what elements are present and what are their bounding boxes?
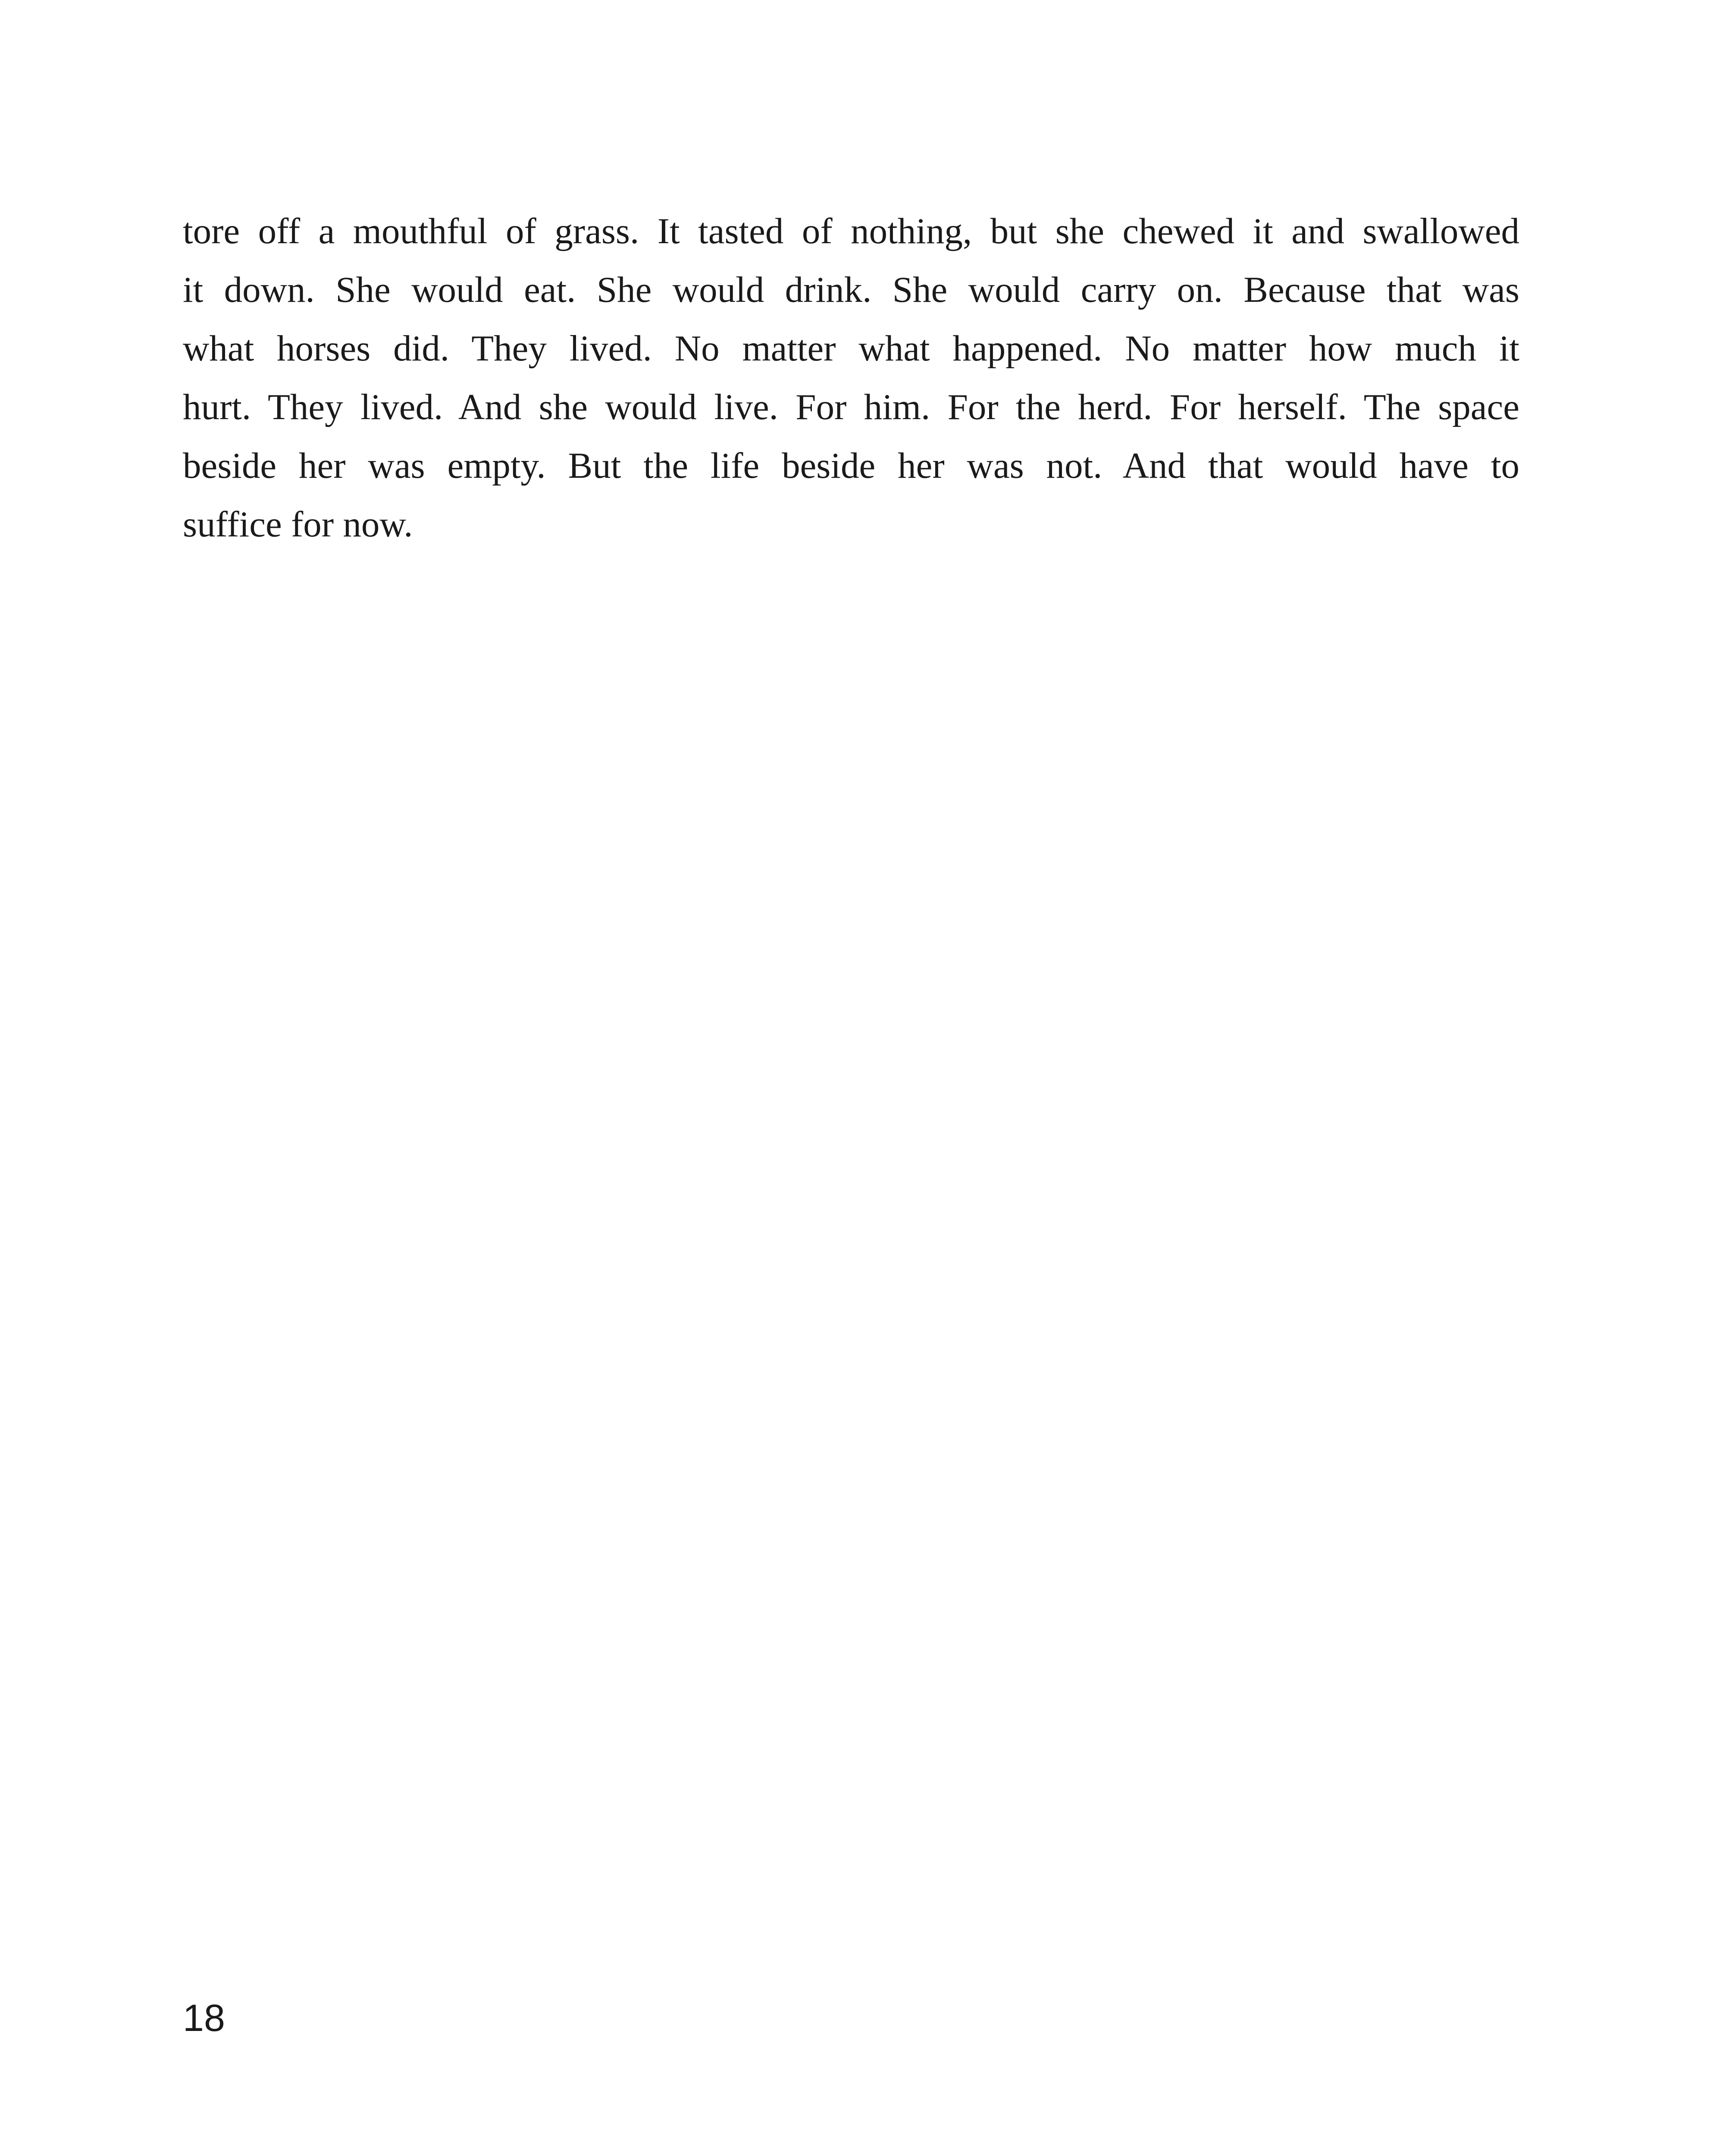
paragraph-line: tore off a mouthful of grass. It tasted of nothing, but she chewed it and swallowed: [183, 211, 1519, 251]
body-paragraph: [183, 202, 1519, 554]
paragraph-line: hurt. They lived. And she would live. For him. For the herd. For herself. The space: [183, 387, 1519, 427]
paragraph-line: what horses did. They lived. No matter what happened. No matter how much it: [183, 328, 1519, 369]
paragraph-line: it down. She would eat. She would drink. She would carry on. Because that was: [183, 270, 1519, 310]
paragraph-line: suffice for now.: [183, 504, 413, 545]
page-number: 18: [183, 1996, 225, 2039]
paragraph-line: beside her was empty. But the life beside her was not. And that would have to: [183, 445, 1519, 486]
